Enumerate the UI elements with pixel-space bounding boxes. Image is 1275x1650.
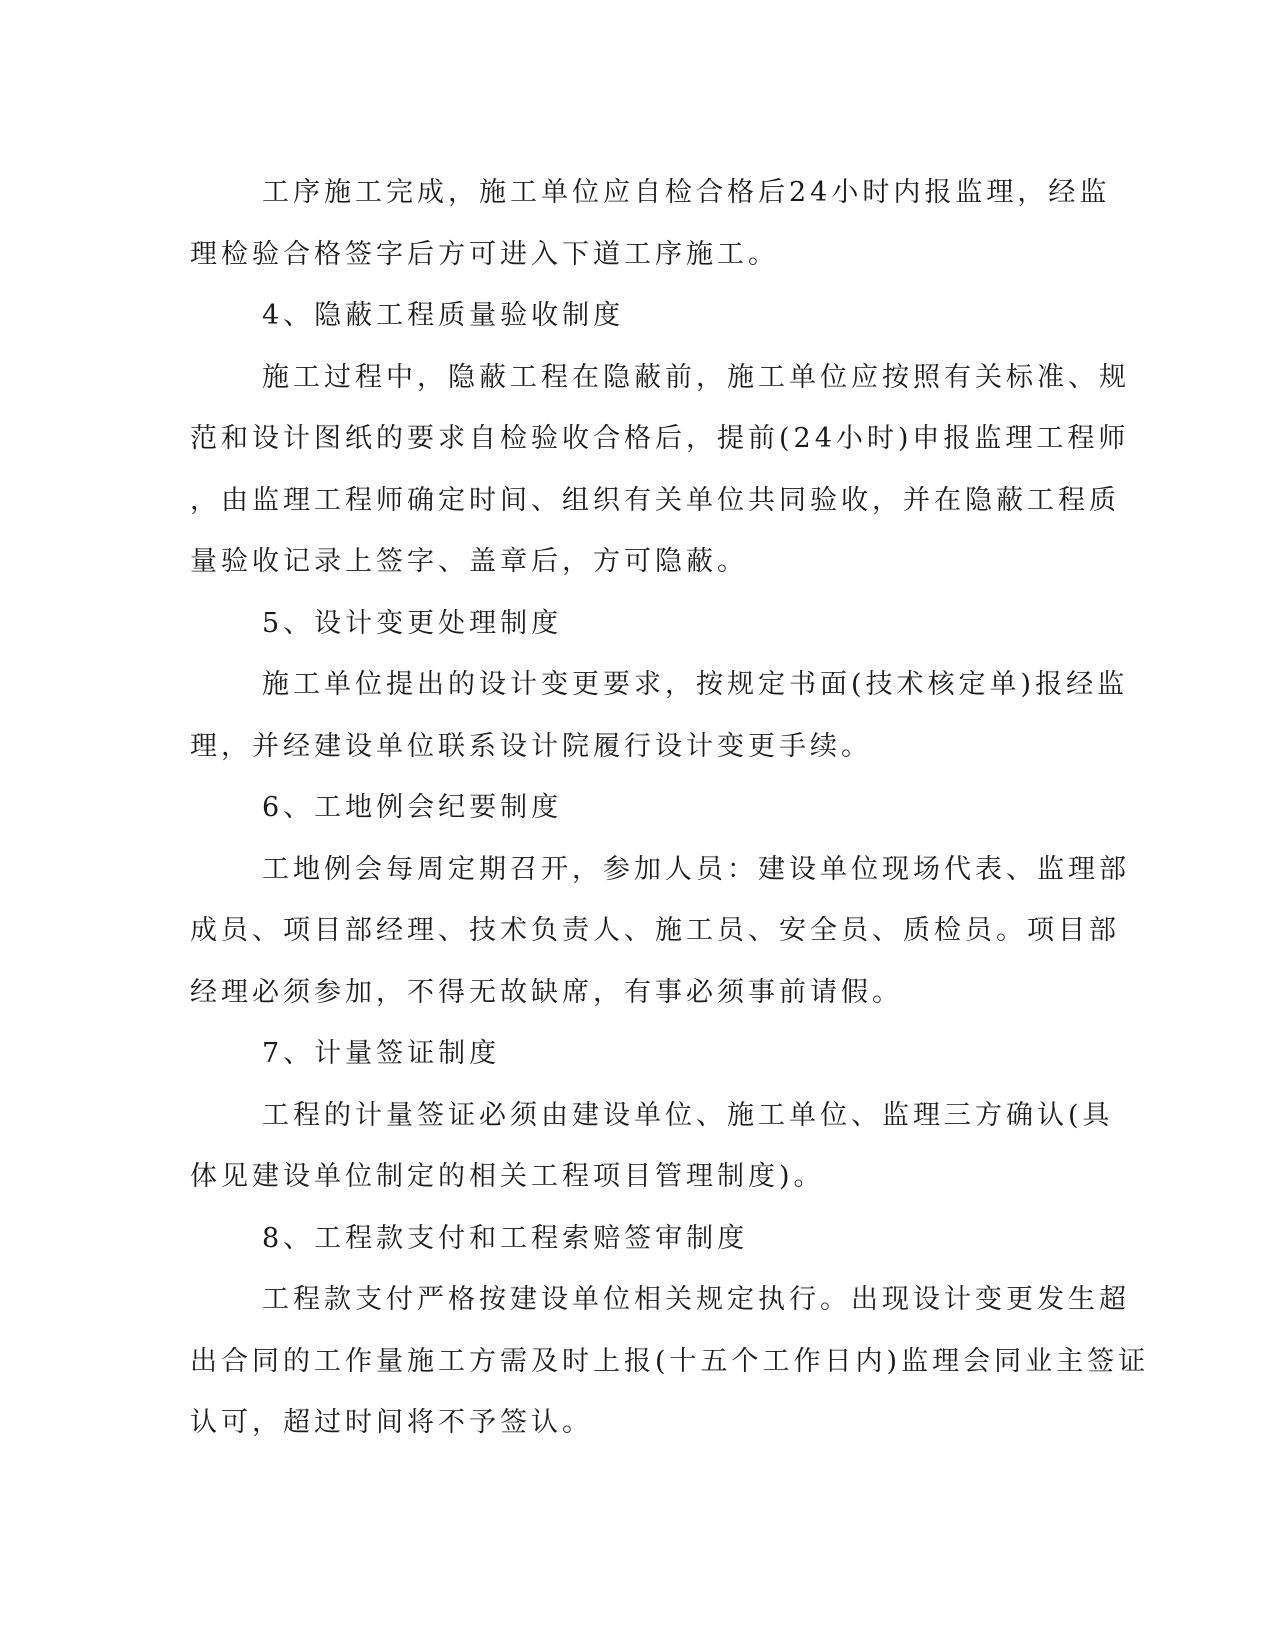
paragraph-line: 范和设计图纸的要求自检验收合格后，提前(24小时)申报监理工程师 xyxy=(190,423,1130,454)
paragraph-line: 认可，超过时间将不予签认。 xyxy=(190,1407,593,1438)
paragraph-line: 施工单位提出的设计变更要求，按规定书面(技术核定单)报经监 xyxy=(262,669,1129,700)
section-heading: 7、计量签证制度 xyxy=(262,1038,501,1069)
paragraph-line: 理，并经建设单位联系设计院履行设计变更手续。 xyxy=(190,730,872,762)
paragraph-line: 工序施工完成，施工单位应自检合格后24小时内报监理，经监 xyxy=(262,177,1111,208)
paragraph-line: 成员、项目部经理、技术负责人、施工员、安全员、质检员。项目部 xyxy=(190,915,1120,946)
section-heading: 4、隐蔽工程质量验收制度 xyxy=(262,300,625,331)
paragraph-line: 理检验合格签字后方可进入下道工序施工。 xyxy=(190,238,779,270)
paragraph-line: 出合同的工作量施工方需及时上报(十五个工作日内)监理会同业主签证 xyxy=(190,1345,1150,1377)
paragraph-line: 量验收记录上签字、盖章后，方可隐蔽。 xyxy=(190,546,748,577)
paragraph-line: 工地例会每周定期召开，参加人员：建设单位现场代表、监理部 xyxy=(262,853,1130,885)
paragraph-line: 体见建设单位制定的相关工程项目管理制度)。 xyxy=(190,1161,825,1192)
paragraph-line: 施工过程中，隐蔽工程在隐蔽前，施工单位应按照有关标准、规 xyxy=(262,361,1130,393)
document-body xyxy=(190,162,1150,1454)
section-heading: 6、工地例会纪要制度 xyxy=(262,792,563,823)
paragraph-line: ，由监理工程师确定时间、组织有关单位共同验收，并在隐蔽工程质 xyxy=(190,484,1120,516)
paragraph-line: 经理必须参加，不得无故缺席，有事必须事前请假。 xyxy=(190,976,903,1008)
paragraph-line: 工程的计量签证必须由建设单位、施工单位、监理三方确认(具 xyxy=(262,1099,1114,1131)
paragraph-line: 工程款支付严格按建设单位相关规定执行。出现设计变更发生超 xyxy=(262,1284,1130,1315)
section-heading: 8、工程款支付和工程索赔签审制度 xyxy=(262,1222,749,1254)
section-heading: 5、设计变更处理制度 xyxy=(262,607,563,639)
